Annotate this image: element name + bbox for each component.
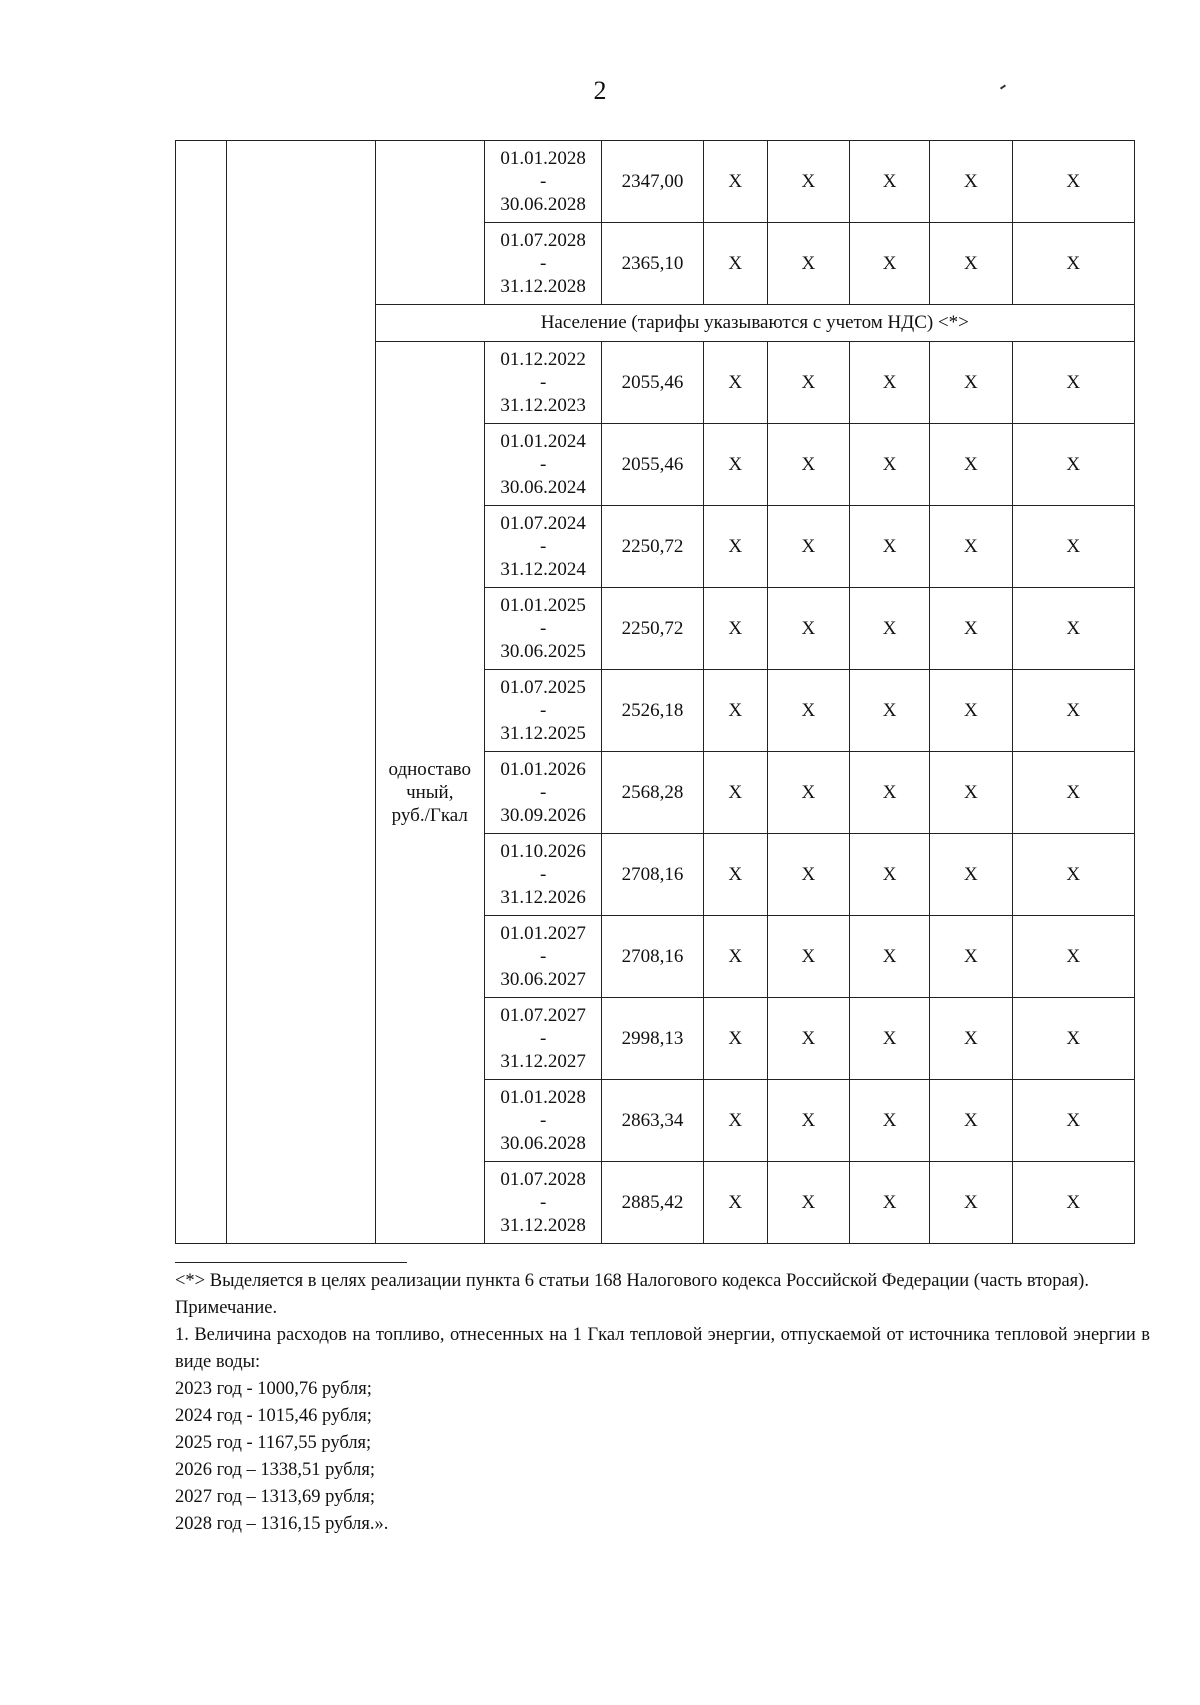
x-cell: X [850, 998, 930, 1080]
period-cell [484, 424, 601, 506]
x-cell: X [767, 834, 849, 916]
x-cell: X [767, 916, 849, 998]
fuel-cost-year-line: 2026 год – 1338,51 рубля; [175, 1460, 375, 1480]
tariff-value: 2998,13 [602, 998, 703, 1080]
table-row [176, 141, 1135, 223]
x-cell: X [703, 506, 767, 588]
x-cell: X [1012, 752, 1134, 834]
period-dash: - [539, 946, 547, 967]
x-cell: X [930, 998, 1012, 1080]
x-cell: X [767, 1080, 849, 1162]
period-dash: - [539, 454, 547, 475]
blank-unit-cell [375, 141, 484, 305]
period-from: 01.07.2025 [500, 677, 586, 698]
x-cell: X [703, 998, 767, 1080]
x-cell: X [1012, 998, 1134, 1080]
blank-cell-2 [227, 141, 375, 1244]
period-cell [484, 834, 601, 916]
x-cell: X [850, 916, 930, 998]
x-cell: X [850, 223, 930, 305]
period-from: 01.07.2027 [500, 1005, 586, 1026]
period-to: 31.12.2025 [500, 723, 586, 744]
x-cell: X [930, 834, 1012, 916]
period-cell [484, 342, 601, 424]
fuel-cost-year-line: 2024 год - 1015,46 рубля; [175, 1406, 372, 1426]
period-to: 30.06.2028 [500, 194, 586, 215]
period-to: 31.12.2023 [500, 395, 586, 416]
period-to: 31.12.2024 [500, 559, 586, 580]
x-cell: X [1012, 670, 1134, 752]
note-1-text: 1. Величина расходов на топливо, отнесенных на 1 Гкал тепловой энергии, отпускаемой от источника тепловой энергии в виде воды: [175, 1325, 1150, 1372]
x-cell: X [930, 1162, 1012, 1244]
period-cell [484, 506, 601, 588]
period-from: 01.10.2026 [500, 841, 586, 862]
x-cell: X [1012, 1080, 1134, 1162]
period-to: 30.06.2024 [500, 477, 586, 498]
x-cell: X [767, 1162, 849, 1244]
x-cell: X [767, 506, 849, 588]
period-cell [484, 141, 601, 223]
unit-cell [375, 342, 484, 1244]
x-cell: X [930, 223, 1012, 305]
x-cell: X [703, 342, 767, 424]
x-cell: X [767, 670, 849, 752]
x-cell: X [850, 670, 930, 752]
period-dash: - [539, 864, 547, 885]
period-from: 01.01.2028 [500, 1087, 586, 1108]
tariff-value: 2708,16 [602, 916, 703, 998]
x-cell: X [767, 141, 849, 223]
period-cell [484, 223, 601, 305]
x-cell: X [930, 1080, 1012, 1162]
period-from: 01.01.2027 [500, 923, 586, 944]
footnote-text: <*> Выделяется в целях реализации пункта 6 статьи 168 Налогового кодекса Российской Федерации (часть вторая). [175, 1271, 1089, 1291]
page-number: 2 [593, 76, 607, 105]
period-dash: - [539, 618, 547, 639]
fuel-cost-year-line: 2027 год – 1313,69 рубля; [175, 1487, 375, 1507]
x-cell: X [703, 670, 767, 752]
tariff-value: 2708,16 [602, 834, 703, 916]
x-cell: X [930, 670, 1012, 752]
x-cell: X [767, 588, 849, 670]
x-cell: X [930, 752, 1012, 834]
unit-label-line: одноставо [388, 759, 472, 780]
fuel-cost-year-line: 2025 год - 1167,55 рубля; [175, 1433, 372, 1453]
period-cell [484, 670, 601, 752]
period-from: 01.07.2024 [500, 513, 586, 534]
tariff-value: 2526,18 [602, 670, 703, 752]
x-cell: X [767, 752, 849, 834]
period-dash: - [539, 700, 547, 721]
period-to: 31.12.2026 [500, 887, 586, 908]
period-dash: - [539, 1110, 547, 1131]
period-cell [484, 752, 601, 834]
tariff-value: 2250,72 [602, 506, 703, 588]
x-cell: X [850, 141, 930, 223]
period-dash: - [539, 1192, 547, 1213]
period-from: 01.12.2022 [500, 349, 586, 370]
period-from: 01.07.2028 [500, 230, 586, 251]
x-cell: X [850, 506, 930, 588]
period-to: 30.06.2028 [500, 1133, 586, 1154]
x-cell: X [703, 588, 767, 670]
tariff-value: 2365,10 [602, 223, 703, 305]
x-cell: X [703, 424, 767, 506]
x-cell: X [1012, 916, 1134, 998]
x-cell: X [930, 588, 1012, 670]
x-cell: X [930, 506, 1012, 588]
x-cell: X [850, 1162, 930, 1244]
x-cell: X [703, 1162, 767, 1244]
tariff-table-body [176, 141, 1135, 1244]
period-from: 01.01.2026 [500, 759, 586, 780]
x-cell: X [930, 342, 1012, 424]
period-from: 01.07.2028 [500, 1169, 586, 1190]
period-from: 01.01.2024 [500, 431, 586, 452]
tariff-value: 2568,28 [602, 752, 703, 834]
population-header: Население (тарифы указываются с учетом НДС) <*> [375, 305, 1134, 342]
x-cell: X [1012, 223, 1134, 305]
x-cell: X [850, 588, 930, 670]
period-to: 30.06.2025 [500, 641, 586, 662]
period-to: 30.06.2027 [500, 969, 586, 990]
x-cell: X [1012, 1162, 1134, 1244]
x-cell: X [850, 342, 930, 424]
footnote-divider [175, 1262, 407, 1263]
period-from: 01.01.2028 [500, 148, 586, 169]
fuel-cost-year-line: 2023 год - 1000,76 рубля; [175, 1379, 372, 1399]
unit-label-line: руб./Гкал [391, 805, 468, 826]
notes-block [175, 1268, 1150, 1538]
x-cell: X [850, 834, 930, 916]
x-cell: X [703, 916, 767, 998]
period-dash: - [539, 253, 547, 274]
tariff-value: 2863,34 [602, 1080, 703, 1162]
x-cell: X [930, 141, 1012, 223]
x-cell: X [850, 752, 930, 834]
tariff-table [175, 140, 1135, 1244]
fuel-cost-year-line: 2028 год – 1316,15 рубля.». [175, 1514, 389, 1534]
x-cell: X [703, 223, 767, 305]
x-cell: X [767, 223, 849, 305]
tariff-value: 2347,00 [602, 141, 703, 223]
period-dash: - [539, 171, 547, 192]
period-cell [484, 1080, 601, 1162]
x-cell: X [1012, 588, 1134, 670]
period-cell [484, 998, 601, 1080]
period-cell [484, 588, 601, 670]
period-to: 30.09.2026 [500, 805, 586, 826]
tariff-value: 2055,46 [602, 342, 703, 424]
unit-label-line: чный, [406, 782, 454, 803]
x-cell: X [1012, 141, 1134, 223]
x-cell: X [703, 834, 767, 916]
tariff-value: 2885,42 [602, 1162, 703, 1244]
x-cell: X [1012, 506, 1134, 588]
x-cell: X [1012, 424, 1134, 506]
blank-cell-1 [176, 141, 227, 1244]
x-cell: X [930, 424, 1012, 506]
x-cell: X [1012, 342, 1134, 424]
x-cell: X [930, 916, 1012, 998]
period-to: 31.12.2027 [500, 1051, 586, 1072]
x-cell: X [703, 1080, 767, 1162]
x-cell: X [767, 424, 849, 506]
note-title: Примечание. [175, 1298, 278, 1318]
x-cell: X [767, 998, 849, 1080]
period-from: 01.01.2025 [500, 595, 586, 616]
x-cell: X [1012, 834, 1134, 916]
x-cell: X [767, 342, 849, 424]
period-dash: - [539, 1028, 547, 1049]
x-cell: X [850, 1080, 930, 1162]
period-dash: - [539, 782, 547, 803]
period-to: 31.12.2028 [500, 276, 586, 297]
period-dash: - [539, 536, 547, 557]
x-cell: X [703, 752, 767, 834]
tariff-value: 2055,46 [602, 424, 703, 506]
period-cell [484, 1162, 601, 1244]
period-to: 31.12.2028 [500, 1215, 586, 1236]
period-cell [484, 916, 601, 998]
tariff-value: 2250,72 [602, 588, 703, 670]
x-cell: X [703, 141, 767, 223]
x-cell: X [850, 424, 930, 506]
period-dash: - [539, 372, 547, 393]
